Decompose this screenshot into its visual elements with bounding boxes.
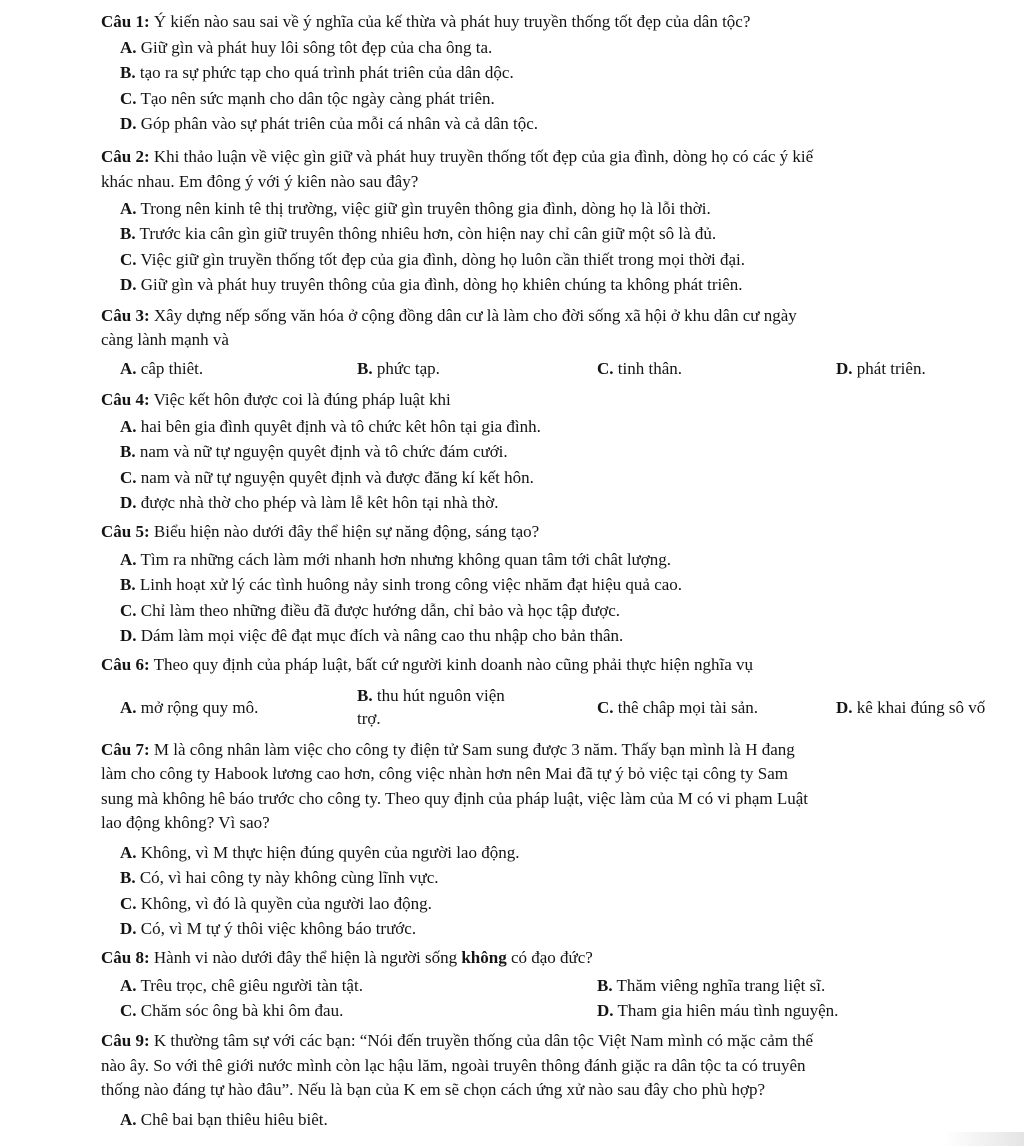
question-text-line2: làm cho công ty Habook lương cao hơn, công việc nhàn hơn nên Mai đã tự ý bỏ việc tại công ty Sam [101,764,788,783]
question-9 [101,1030,813,1051]
option-text: Tạo nên sức mạnh cho dân tộc ngày càng phát triên. [140,89,495,108]
question-text-line2: khác nhau. Em đông ý với ý kiên nào sau đây? [101,172,419,191]
option-2c[interactable] [120,249,745,270]
question-label: Câu 5: [101,522,150,541]
option-letter: A. [120,417,137,436]
option-text: Trước kia cân gìn giữ truyên thông nhiêu hơn, còn hiện nay chỉ cân giữ một sô là đủ. [139,224,717,243]
option-text: Tham gia hiên máu tình nguyện. [617,1001,839,1020]
option-text: nam và nữ tự nguyện quyêt định và được đăng kí kết hôn. [140,468,534,487]
option-letter: B. [597,976,613,995]
question-text-line3: thống nào đáng tự hào đâu”. Nếu là bạn của K em sẽ chọn cách ứng xử nào sau đây cho phù hợp? [101,1080,766,1099]
option-8d[interactable] [597,1000,838,1021]
question-text-after: có đạo đức? [506,948,593,967]
option-7c[interactable] [120,893,432,914]
option-text: Linh hoạt xử lý các tình huông nảy sinh trong công việc nhăm đạt hiệu quả cao. [139,575,683,594]
option-text: nam và nữ tự nguyện quyêt định và tô chức đám cưới. [139,442,508,461]
option-letter: A. [120,1110,137,1129]
option-8c[interactable] [120,1000,343,1021]
option-1d[interactable] [120,113,538,134]
question-3-line2 [101,329,229,350]
option-4d[interactable] [120,492,498,513]
option-1c[interactable] [120,88,495,109]
option-6d[interactable] [836,697,985,718]
option-5c[interactable] [120,600,620,621]
question-text-line2: càng lành mạnh và [101,330,229,349]
question-text: Biểu hiện nào dưới đây thể hiện sự năng động, sáng tạo? [153,522,540,541]
option-1b[interactable] [120,62,514,83]
option-6b[interactable] [357,685,505,706]
option-4c[interactable] [120,467,534,488]
question-6 [101,654,753,675]
question-5 [101,521,539,542]
option-text: Chỉ làm theo những điều đã được hướng dẫn, chỉ bảo và học tập được. [140,601,621,620]
option-4a[interactable] [120,416,541,437]
option-7a[interactable] [120,842,519,863]
option-letter: D. [120,626,137,645]
option-letter: D. [836,359,853,378]
option-9a[interactable] [120,1109,328,1130]
option-text: Không, vì đó là quyền của người lao động. [140,894,432,913]
question-7-line2 [101,763,788,784]
option-text: Không, vì M thực hiện đúng quyên của người lao động. [140,843,520,862]
option-letter: B. [120,442,136,461]
option-letter: B. [357,686,373,705]
option-text: Giữ gìn và phát huy truyên thông của gia đình, dòng họ khiên chúng ta không phát triên. [140,275,743,294]
option-letter: C. [120,89,137,108]
option-letter: B. [120,224,136,243]
option-letter: C. [120,601,137,620]
question-label: Câu 6: [101,655,150,674]
option-text: thê châp mọi tài sản. [617,698,758,717]
option-text: tạo ra sự phức tạp cho quá trình phát triên của dân dộc. [139,63,514,82]
option-letter: C. [120,894,137,913]
option-text: Chê bai bạn thiêu hiêu biêt. [140,1110,328,1129]
option-text: phát triên. [856,359,926,378]
question-text-line1: M là công nhân làm việc cho công ty điện tử Sam sung được 3 năm. Thấy bạn mình là H đang [153,740,795,759]
option-letter: A. [120,976,137,995]
question-label: Câu 2: [101,147,150,166]
option-5a[interactable] [120,549,671,570]
question-7-line3 [101,788,808,809]
option-1a[interactable] [120,37,492,58]
question-1 [101,11,750,32]
option-2d[interactable] [120,274,743,295]
option-text: phức tạp. [376,359,440,378]
option-letter: D. [120,493,137,512]
option-6b-line2 [357,708,381,729]
option-letter: A. [120,199,137,218]
option-text: được nhà thờ cho phép và làm lễ kêt hôn tại nhà thờ. [140,493,499,512]
option-text: Thăm viêng nghĩa trang liệt sĩ. [616,976,826,995]
option-text: câp thiêt. [140,359,204,378]
question-label: Câu 3: [101,306,150,325]
question-text: Theo quy định của pháp luật, bất cứ người kinh doanh nào cũng phải thực hiện nghĩa vụ [153,655,753,674]
option-letter: D. [836,698,853,717]
option-text: Trêu trọc, chê giêu người tàn tật. [140,976,363,995]
option-3b[interactable] [357,358,440,379]
option-7b[interactable] [120,867,439,888]
option-text: mở rộng quy mô. [140,698,259,717]
option-letter: C. [597,359,614,378]
option-letter: D. [120,919,137,938]
option-5d[interactable] [120,625,623,646]
option-text: hai bên gia đình quyêt định và tô chức kêt hôn tại gia đình. [140,417,541,436]
question-text-line4: lao động không? Vì sao? [101,813,270,832]
option-6c[interactable] [597,697,758,718]
question-2 [101,146,813,167]
option-text: Có, vì M tự ý thôi việc không báo trước. [140,919,417,938]
option-letter: A. [120,550,137,569]
option-letter: B. [357,359,373,378]
option-text: kê khai đúng sô vố [856,698,986,717]
option-8a[interactable] [120,975,363,996]
question-text-line1: Khi thảo luận về việc gìn giữ và phát huy truyền thống tốt đẹp của gia đình, dòng họ có các ý kiế [153,147,814,166]
question-2-line2 [101,171,418,192]
option-text: Giữ gìn và phát huy lôi sông tôt đẹp của cha ông ta. [140,38,493,57]
option-letter: A. [120,698,137,717]
option-text: Góp phân vào sự phát triên của mỗi cá nhân và cả dân tộc. [140,114,539,133]
option-letter: C. [120,1001,137,1020]
option-letter: A. [120,843,137,862]
option-text: Trong nên kinh tê thị trường, việc giữ gìn truyên thông gia đình, dòng họ là lỗi thời. [140,199,711,218]
option-letter: D. [120,114,137,133]
question-9-line2 [101,1055,806,1076]
scan-artifact [944,1132,1024,1146]
question-label: Câu 7: [101,740,150,759]
option-5b[interactable] [120,574,682,595]
option-4b[interactable] [120,441,508,462]
question-text-line3: sung mà không hê báo trước cho công ty. Theo quy định của pháp luật, việc làm của M có vi phạm Luật [101,789,808,808]
question-label: Câu 1: [101,12,150,31]
question-8 [101,947,593,968]
option-3a[interactable] [120,358,203,379]
option-letter: C. [597,698,614,717]
option-letter: C. [120,250,137,269]
option-text: Tìm ra những cách làm mới nhanh hơn nhưng không quan tâm tới chât lượng. [140,550,672,569]
option-text: Việc giữ gìn truyền thống tốt đẹp của gia đình, dòng họ luôn cần thiết trong mọi thời đại. [140,250,746,269]
option-text: tinh thân. [617,359,682,378]
option-8b[interactable] [597,975,825,996]
option-text: Dám làm mọi việc đê đạt mục đích và nâng cao thu nhập cho bản thân. [140,626,624,645]
option-2b[interactable] [120,223,716,244]
option-letter: A. [120,38,137,57]
question-text-emphasis: không [461,948,507,967]
question-text-line1: Xây dựng nếp sống văn hóa ở cộng đồng dân cư là làm cho đời sống xã hội ở khu dân cư ngày [153,306,797,325]
option-letter: B. [120,575,136,594]
option-letter: B. [120,63,136,82]
option-letter: A. [120,359,137,378]
question-9-line3 [101,1079,765,1100]
option-3d[interactable] [836,358,926,379]
option-text-line1: thu hút nguôn viện [376,686,505,705]
option-letter: D. [120,275,137,294]
question-7-line4 [101,812,270,833]
question-3 [101,305,797,326]
question-7 [101,739,795,760]
option-7d[interactable] [120,918,416,939]
question-text: Việc kết hôn được coi là đúng pháp luật khi [153,390,451,409]
question-text-before: Hành vi nào dưới đây thể hiện là người sống [153,948,462,967]
option-text-line2: trợ. [357,709,381,728]
option-2a[interactable] [120,198,711,219]
question-label: Câu 8: [101,948,150,967]
option-6a[interactable] [120,697,258,718]
question-4 [101,389,451,410]
option-3c[interactable] [597,358,682,379]
question-label: Câu 9: [101,1031,150,1050]
question-label: Câu 4: [101,390,150,409]
option-letter: B. [120,868,136,887]
question-text: Ý kiến nào sau sai về ý nghĩa của kế thừa và phát huy truyền thống tốt đẹp của dân tộc? [153,12,751,31]
question-text-line1: K thường tâm sự với các bạn: “Nói đến truyền thống của dân tộc Việt Nam mình có mặc cảm thế [153,1031,814,1050]
option-letter: C. [120,468,137,487]
option-text: Có, vì hai công ty này không cùng lĩnh vực. [139,868,439,887]
option-letter: D. [597,1001,614,1020]
question-text-line2: nào ây. So với thê giới nước mình còn lạc hậu lăm, ngoài truyên thông đánh giặc ra dân tộc ta có truyên [101,1056,806,1075]
option-text: Chăm sóc ông bà khi ôm đau. [140,1001,344,1020]
